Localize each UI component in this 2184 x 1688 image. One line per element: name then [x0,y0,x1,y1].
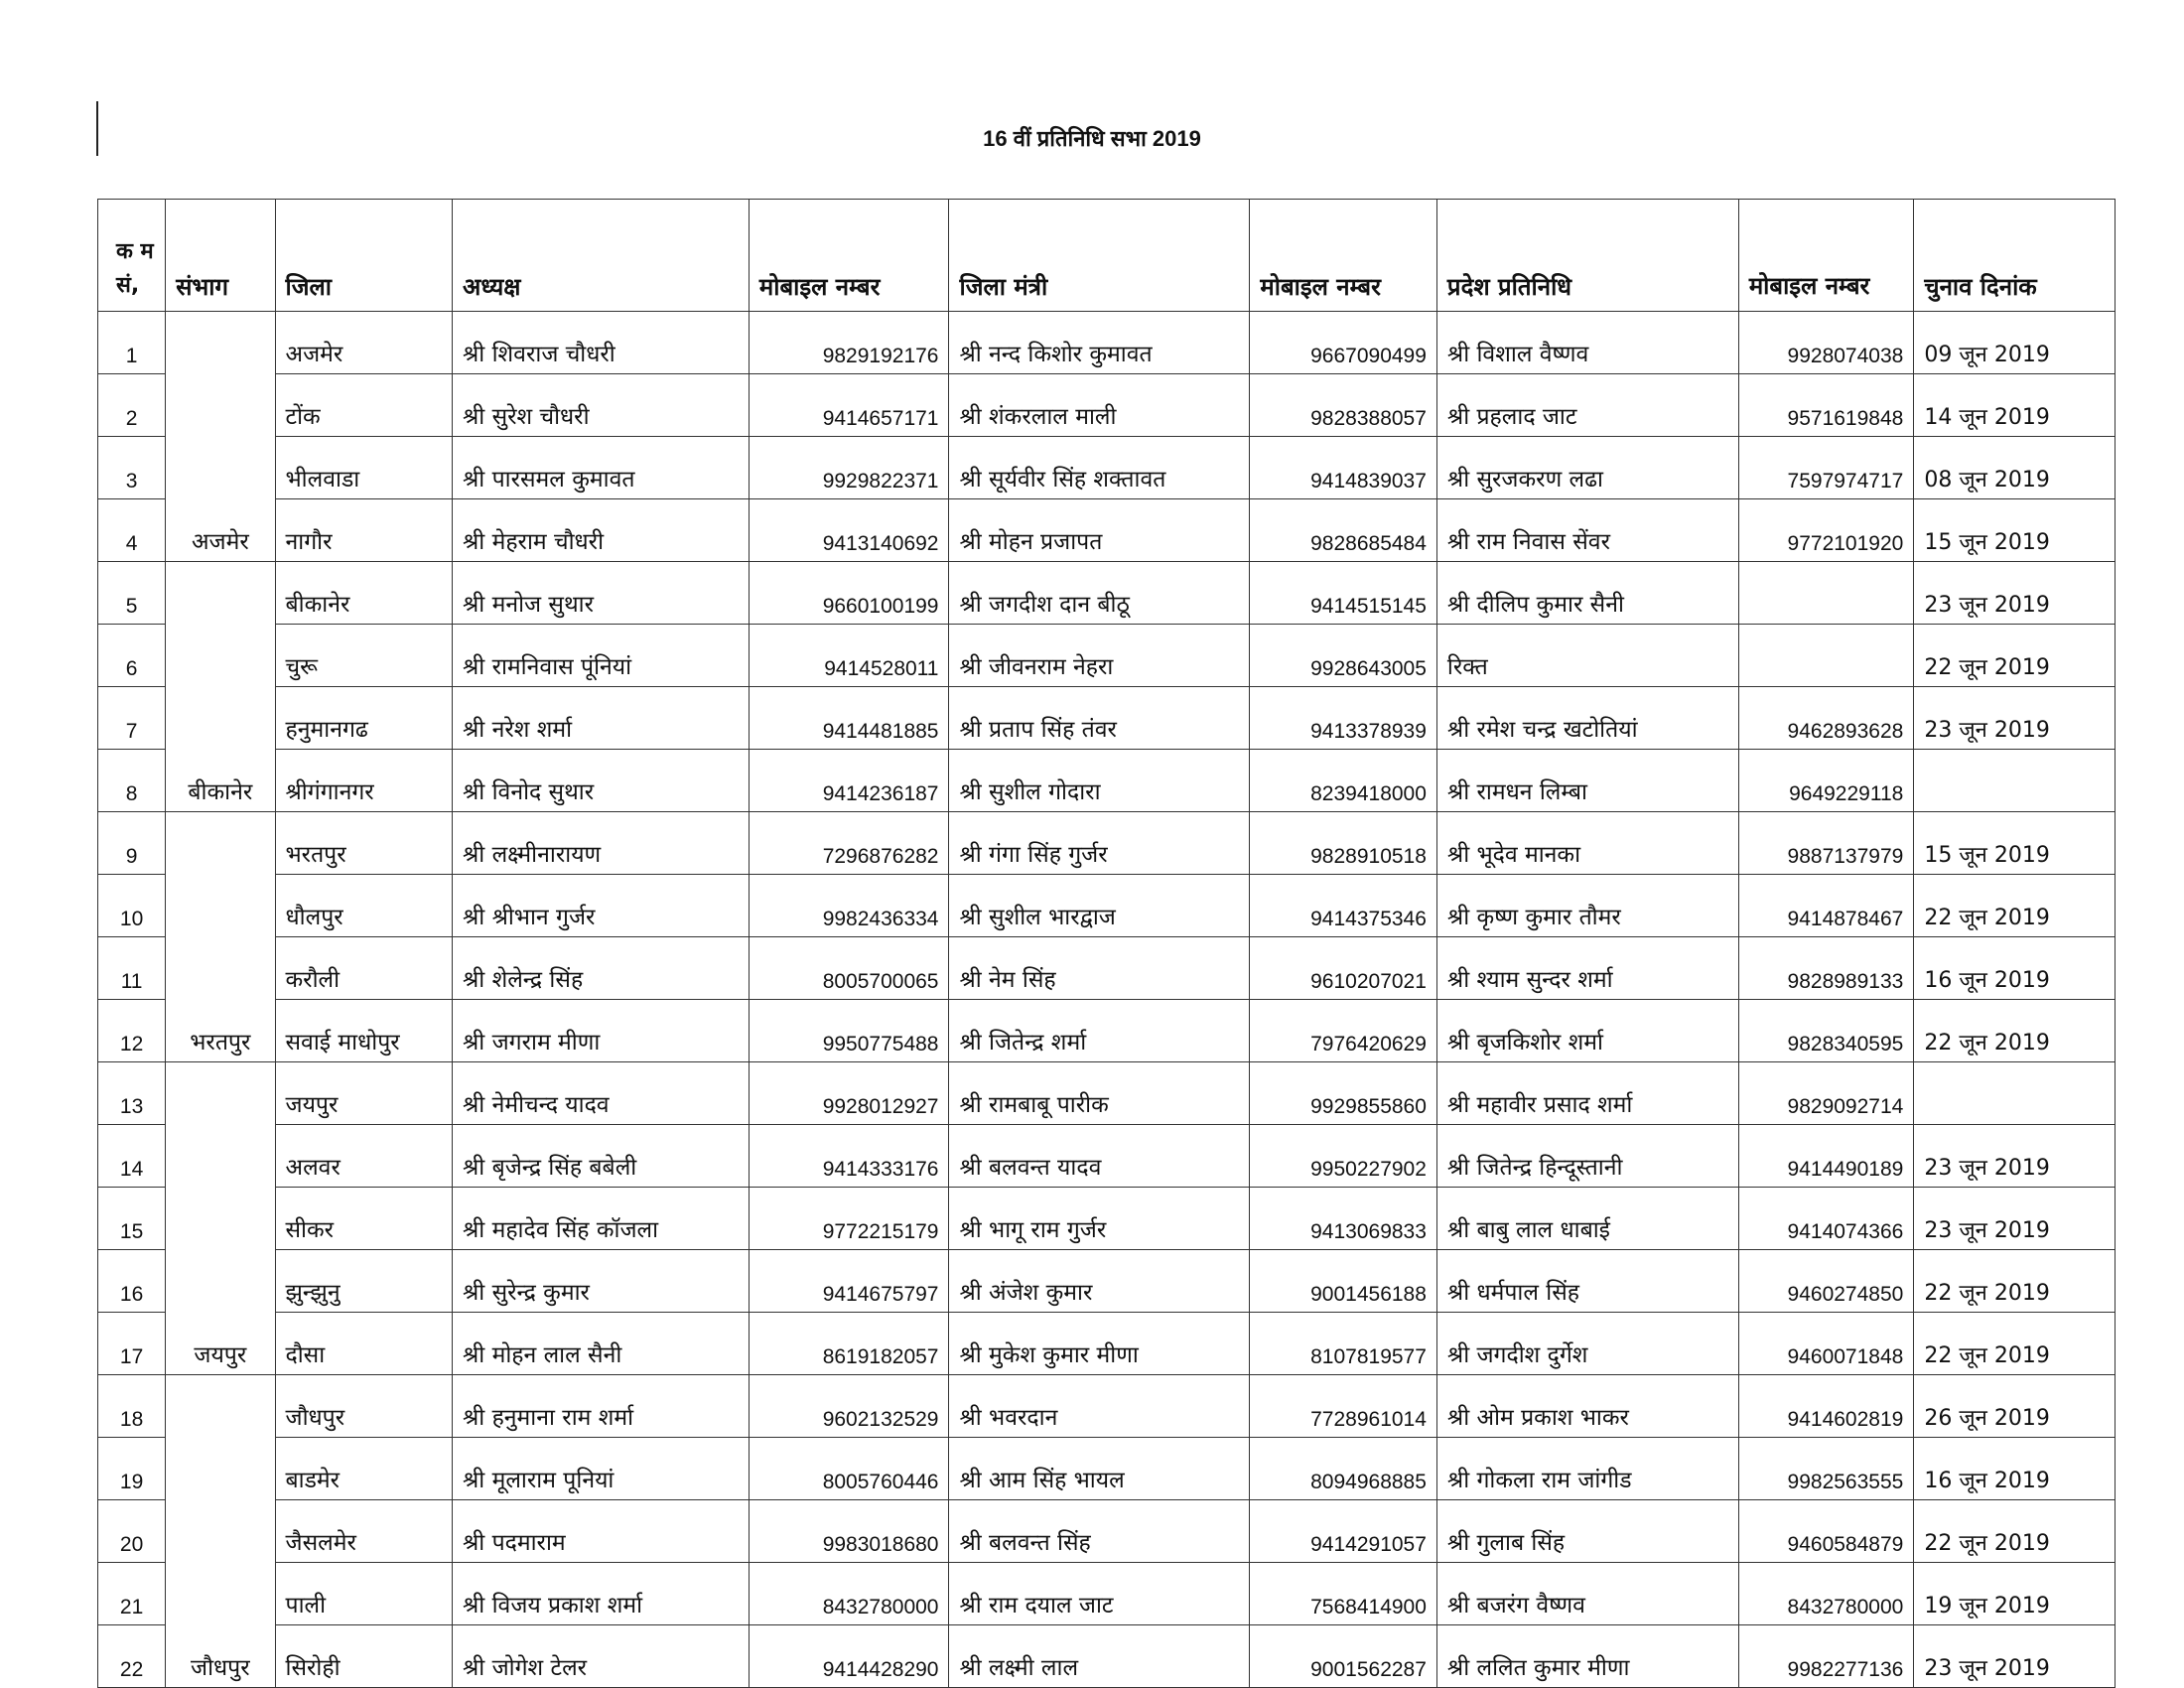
representative-cell: श्री गुलाब सिंह [1436,1500,1738,1563]
representative-cell: श्री दीलिप कुमार सैनी [1436,562,1738,625]
district-cell: भीलवाडा [275,437,453,499]
table-row [98,937,2116,1000]
representative-cell: श्री कृष्ण कुमार तौमर [1436,875,1738,937]
president-mobile-cell: 9772215179 [749,1188,949,1250]
election-date-cell: 15 जून 2019 [1914,499,2116,562]
district-cell: हनुमानगढ [275,687,453,750]
district-cell: टोंक [275,374,453,437]
president-mobile-cell: 9929822371 [749,437,949,499]
election-date-cell: 22 जून 2019 [1914,625,2116,687]
representative-cell: श्री बजरंग वैष्णव [1436,1563,1738,1625]
table-row [98,374,2116,437]
president-cell: श्री मनोज सुथार [453,562,750,625]
president-cell: श्री मेहराम चौधरी [453,499,750,562]
election-date-cell [1914,1062,2116,1125]
division-cell: जयपुर [166,1062,275,1375]
president-cell: श्री महादेव सिंह कॉजला [453,1188,750,1250]
president-cell: श्री बृजेन्द्र सिंह बबेली [453,1125,750,1188]
minister-cell: श्री नेम सिंह [949,937,1250,1000]
representative-cell: श्री ललित कुमार मीणा [1436,1625,1738,1688]
president-mobile-cell: 9414428290 [749,1625,949,1688]
representative-cell: श्री भूदेव मानका [1436,812,1738,875]
header-district: जिला [275,200,453,312]
minister-cell: श्री बलवन्त सिंह [949,1500,1250,1563]
minister-cell: श्री अंजेश कुमार [949,1250,1250,1313]
minister-mobile-cell: 9001456188 [1250,1250,1437,1313]
president-cell: श्री सुरेन्द्र कुमार [453,1250,750,1313]
minister-cell: श्री रामबाबू पारीक [949,1062,1250,1125]
division-cell: बीकानेर [166,562,275,812]
minister-mobile-cell: 9667090499 [1250,312,1437,374]
serial-cell: 19 [98,1438,166,1500]
table-row [98,1250,2116,1313]
district-cell: बाडमेर [275,1438,453,1500]
president-cell: श्री शिवराज चौधरी [453,312,750,374]
header-president-mobile: मोबाइल नम्बर [749,200,949,312]
district-cell: पाली [275,1563,453,1625]
president-cell: श्री नरेश शर्मा [453,687,750,750]
minister-cell: श्री आम सिंह भायल [949,1438,1250,1500]
serial-cell: 2 [98,374,166,437]
serial-cell: 20 [98,1500,166,1563]
minister-mobile-cell: 9414291057 [1250,1500,1437,1563]
header-election-date: चुनाव दिनांक [1914,200,2116,312]
president-cell: श्री जगराम मीणा [453,1000,750,1062]
serial-cell: 13 [98,1062,166,1125]
header-minister-mobile: मोबाइल नम्बर [1250,200,1437,312]
minister-mobile-cell: 9414515145 [1250,562,1437,625]
election-date-cell: 26 जून 2019 [1914,1375,2116,1438]
president-cell: श्री मूलाराम पूनियां [453,1438,750,1500]
election-date-cell: 15 जून 2019 [1914,812,2116,875]
president-mobile-cell: 9414528011 [749,625,949,687]
rep-mobile-cell: 9414490189 [1738,1125,1914,1188]
representative-cell: श्री विशाल वैष्णव [1436,312,1738,374]
table-row [98,1062,2116,1125]
rep-mobile-cell: 9649229118 [1738,750,1914,812]
minister-mobile-cell: 9928643005 [1250,625,1437,687]
district-cell: जौधपुर [275,1375,453,1438]
serial-cell: 11 [98,937,166,1000]
table-row [98,1625,2116,1688]
serial-cell: 15 [98,1188,166,1250]
serial-cell: 10 [98,875,166,937]
minister-mobile-cell: 9828388057 [1250,374,1437,437]
table-row [98,812,2116,875]
rep-mobile-cell: 7597974717 [1738,437,1914,499]
table-row [98,687,2116,750]
rep-mobile-cell: 9462893628 [1738,687,1914,750]
district-cell: बीकानेर [275,562,453,625]
division-cell: भरतपुर [166,812,275,1062]
election-date-cell: 22 जून 2019 [1914,875,2116,937]
table-row [98,750,2116,812]
election-date-cell: 08 जून 2019 [1914,437,2116,499]
serial-cell: 14 [98,1125,166,1188]
table-row [98,1188,2116,1250]
rep-mobile-cell [1738,625,1914,687]
header-serial: क म सं, [98,200,166,312]
minister-mobile-cell: 7568414900 [1250,1563,1437,1625]
election-date-cell: 19 जून 2019 [1914,1563,2116,1625]
district-cell: सीकर [275,1188,453,1250]
representative-cell: श्री राम निवास सेंवर [1436,499,1738,562]
rep-mobile-cell: 9829092714 [1738,1062,1914,1125]
president-cell: श्री विनोद सुथार [453,750,750,812]
election-date-cell: 23 जून 2019 [1914,562,2116,625]
minister-mobile-cell: 9950227902 [1250,1125,1437,1188]
serial-cell: 17 [98,1313,166,1375]
minister-cell: श्री लक्ष्मी लाल [949,1625,1250,1688]
representative-cell: श्री श्याम सुन्दर शर्मा [1436,937,1738,1000]
minister-cell: श्री बलवन्त यादव [949,1125,1250,1188]
minister-cell: श्री जितेन्द्र शर्मा [949,1000,1250,1062]
table-row [98,1563,2116,1625]
president-cell: श्री लक्ष्मीनारायण [453,812,750,875]
district-cell: करौली [275,937,453,1000]
rep-mobile-cell [1738,562,1914,625]
representative-cell: श्री प्रहलाद जाट [1436,374,1738,437]
table-row [98,1000,2116,1062]
minister-mobile-cell: 9828910518 [1250,812,1437,875]
table-row [98,499,2116,562]
election-date-cell: 22 जून 2019 [1914,1500,2116,1563]
rep-mobile-cell: 9928074038 [1738,312,1914,374]
district-cell: झुन्झुनु [275,1250,453,1313]
president-mobile-cell: 9414675797 [749,1250,949,1313]
representative-cell: श्री गोकला राम जांगीड [1436,1438,1738,1500]
president-cell: श्री विजय प्रकाश शर्मा [453,1563,750,1625]
minister-cell: श्री भवरदान [949,1375,1250,1438]
president-mobile-cell: 8619182057 [749,1313,949,1375]
election-date-cell: 23 जून 2019 [1914,1625,2116,1688]
header-rep-mobile: मोबाइल नम्बर [1738,200,1914,312]
rep-mobile-cell: 9772101920 [1738,499,1914,562]
minister-mobile-cell: 8107819577 [1250,1313,1437,1375]
president-mobile-cell: 9414236187 [749,750,949,812]
representative-cell: श्री जगदीश दुर्गेश [1436,1313,1738,1375]
table-body [98,312,2116,1688]
election-date-cell: 22 जून 2019 [1914,1313,2116,1375]
minister-cell: श्री सुशील भारद्वाज [949,875,1250,937]
rep-mobile-cell: 9460071848 [1738,1313,1914,1375]
table-row [98,1438,2116,1500]
president-mobile-cell: 9829192176 [749,312,949,374]
president-mobile-cell: 9414481885 [749,687,949,750]
minister-cell: श्री मोहन प्रजापत [949,499,1250,562]
rep-mobile-cell: 9414074366 [1738,1188,1914,1250]
division-cell: अजमेर [166,312,275,562]
minister-mobile-cell: 9001562287 [1250,1625,1437,1688]
election-date-cell: 16 जून 2019 [1914,937,2116,1000]
serial-cell: 5 [98,562,166,625]
president-mobile-cell: 9950775488 [749,1000,949,1062]
rep-mobile-cell: 9828989133 [1738,937,1914,1000]
rep-mobile-cell: 9414878467 [1738,875,1914,937]
table-row [98,1125,2116,1188]
serial-cell: 7 [98,687,166,750]
minister-cell: श्री जीवनराम नेहरा [949,625,1250,687]
president-mobile-cell: 9983018680 [749,1500,949,1563]
rep-mobile-cell: 8432780000 [1738,1563,1914,1625]
president-mobile-cell: 8005700065 [749,937,949,1000]
representatives-table [97,199,2116,1688]
rep-mobile-cell: 9828340595 [1738,1000,1914,1062]
rep-mobile-cell: 9571619848 [1738,374,1914,437]
district-cell: अजमेर [275,312,453,374]
representative-cell: श्री बाबु लाल धाबाई [1436,1188,1738,1250]
serial-cell: 6 [98,625,166,687]
minister-cell: श्री जगदीश दान बीठू [949,562,1250,625]
minister-mobile-cell: 8094968885 [1250,1438,1437,1500]
rep-mobile-cell: 9982277136 [1738,1625,1914,1688]
rep-mobile-cell: 9887137979 [1738,812,1914,875]
president-cell: श्री नेमीचन्द यादव [453,1062,750,1125]
serial-cell: 21 [98,1563,166,1625]
election-date-cell: 22 जून 2019 [1914,1000,2116,1062]
president-cell: श्री हनुमाना राम शर्मा [453,1375,750,1438]
district-cell: चुरू [275,625,453,687]
minister-cell: श्री नन्द किशोर कुमावत [949,312,1250,374]
serial-cell: 22 [98,1625,166,1688]
table-row [98,437,2116,499]
election-date-cell: 16 जून 2019 [1914,1438,2116,1500]
president-mobile-cell: 8005760446 [749,1438,949,1500]
president-mobile-cell: 9928012927 [749,1062,949,1125]
minister-mobile-cell: 7728961014 [1250,1375,1437,1438]
minister-cell: श्री सुशील गोदारा [949,750,1250,812]
representative-cell: श्री महावीर प्रसाद शर्मा [1436,1062,1738,1125]
president-mobile-cell: 9660100199 [749,562,949,625]
election-date-cell: 14 जून 2019 [1914,374,2116,437]
president-cell: श्री रामनिवास पूंनियां [453,625,750,687]
president-cell: श्री जोगेश टेलर [453,1625,750,1688]
minister-mobile-cell: 9413069833 [1250,1188,1437,1250]
table-row [98,1375,2116,1438]
minister-mobile-cell: 8239418000 [1250,750,1437,812]
table-row [98,1313,2116,1375]
minister-mobile-cell: 9828685484 [1250,499,1437,562]
district-cell: श्रीगंगानगर [275,750,453,812]
president-mobile-cell: 7296876282 [749,812,949,875]
serial-cell: 4 [98,499,166,562]
minister-cell: श्री शंकरलाल माली [949,374,1250,437]
header-division: संभाग [166,200,275,312]
rep-mobile-cell: 9460584879 [1738,1500,1914,1563]
serial-cell: 3 [98,437,166,499]
district-cell: धौलपुर [275,875,453,937]
representative-cell: श्री ओम प्रकाश भाकर [1436,1375,1738,1438]
representative-cell: श्री रमेश चन्द्र खटोतियां [1436,687,1738,750]
minister-mobile-cell: 9414375346 [1250,875,1437,937]
district-cell: भरतपुर [275,812,453,875]
president-cell: श्री मोहन लाल सैनी [453,1313,750,1375]
serial-cell: 12 [98,1000,166,1062]
table-row [98,875,2116,937]
president-mobile-cell: 9413140692 [749,499,949,562]
serial-cell: 9 [98,812,166,875]
president-cell: श्री सुरेश चौधरी [453,374,750,437]
district-cell: जैसलमेर [275,1500,453,1563]
election-date-cell: 23 जून 2019 [1914,687,2116,750]
table-row [98,562,2116,625]
serial-cell: 18 [98,1375,166,1438]
minister-cell: श्री भागू राम गुर्जर [949,1188,1250,1250]
representative-cell: श्री बृजकिशोर शर्मा [1436,1000,1738,1062]
district-cell: नागौर [275,499,453,562]
header-president: अध्यक्ष [453,200,750,312]
rep-mobile-cell: 9982563555 [1738,1438,1914,1500]
election-date-cell: 22 जून 2019 [1914,1250,2116,1313]
president-mobile-cell: 9602132529 [749,1375,949,1438]
president-cell: श्री शेलेन्द्र सिंह [453,937,750,1000]
serial-cell: 16 [98,1250,166,1313]
president-mobile-cell: 9414657171 [749,374,949,437]
minister-cell: श्री गंगा सिंह गुर्जर [949,812,1250,875]
minister-mobile-cell: 9610207021 [1250,937,1437,1000]
president-mobile-cell: 8432780000 [749,1563,949,1625]
minister-mobile-cell: 7976420629 [1250,1000,1437,1062]
header-representative: प्रदेश प्रतिनिधि [1436,200,1738,312]
president-cell: श्री श्रीभान गुर्जर [453,875,750,937]
representative-cell: श्री सुरजकरण लढा [1436,437,1738,499]
president-cell: श्री पदमाराम [453,1500,750,1563]
header-row [98,200,2116,312]
rep-mobile-cell: 9460274850 [1738,1250,1914,1313]
serial-cell: 1 [98,312,166,374]
table-row [98,625,2116,687]
rep-mobile-cell: 9414602819 [1738,1375,1914,1438]
representative-cell: श्री धर्मपाल सिंह [1436,1250,1738,1313]
election-date-cell: 23 जून 2019 [1914,1125,2116,1188]
minister-cell: श्री राम दयाल जाट [949,1563,1250,1625]
table-row [98,312,2116,374]
minister-mobile-cell: 9414839037 [1250,437,1437,499]
minister-cell: श्री प्रताप सिंह तंवर [949,687,1250,750]
district-cell: सवाई माधोपुर [275,1000,453,1062]
district-cell: अलवर [275,1125,453,1188]
representative-cell: रिक्त [1436,625,1738,687]
serial-cell: 8 [98,750,166,812]
district-cell: सिरोही [275,1625,453,1688]
election-date-cell [1914,750,2116,812]
district-cell: दौसा [275,1313,453,1375]
minister-mobile-cell: 9413378939 [1250,687,1437,750]
minister-cell: श्री सूर्यवीर सिंह शक्तावत [949,437,1250,499]
president-mobile-cell: 9414333176 [749,1125,949,1188]
president-mobile-cell: 9982436334 [749,875,949,937]
division-cell: जौधपुर [166,1375,275,1688]
document-title: 16 वीं प्रतिनिधि सभा 2019 [983,126,1201,151]
district-cell: जयपुर [275,1062,453,1125]
representative-cell: श्री रामधन लिम्बा [1436,750,1738,812]
header-minister: जिला मंत्री [949,200,1250,312]
election-date-cell: 09 जून 2019 [1914,312,2116,374]
president-cell: श्री पारसमल कुमावत [453,437,750,499]
minister-cell: श्री मुकेश कुमार मीणा [949,1313,1250,1375]
election-date-cell: 23 जून 2019 [1914,1188,2116,1250]
representative-cell: श्री जितेन्द्र हिन्दूस्तानी [1436,1125,1738,1188]
minister-mobile-cell: 9929855860 [1250,1062,1437,1125]
table-row [98,1500,2116,1563]
